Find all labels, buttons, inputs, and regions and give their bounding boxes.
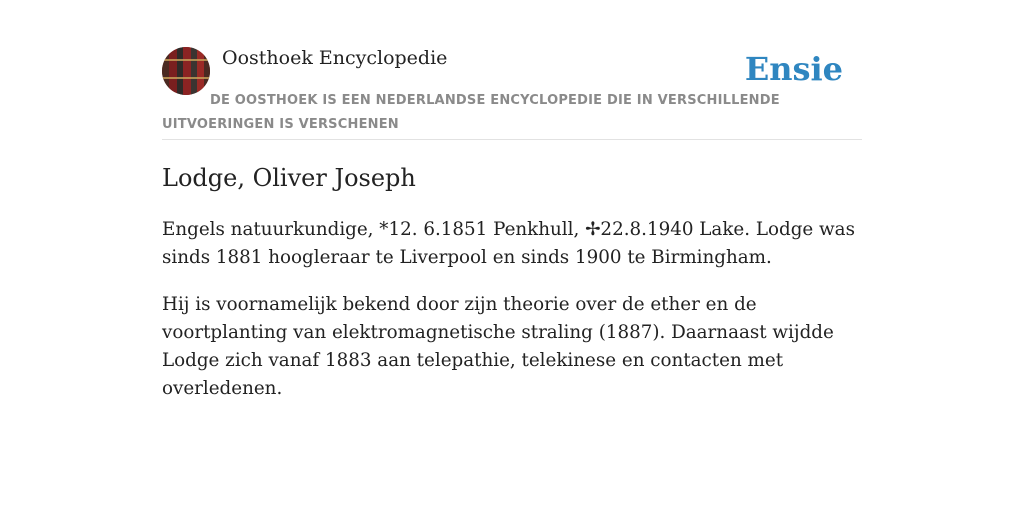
source-tagline: DE OOSTHOEK IS EEN NEDERLANDSE ENCYCLOPEDIE DIE IN VERSCHILLENDE UITVOERINGEN IS VERSCHENEN [162,93,780,132]
page-header [162,46,862,140]
article-paragraph-2: Hij is voornamelijk bekend door zijn theorie over de ether en de voortplanting van elektromagnetische straling (1887). Daarnaast wijdde Lodge zich vanaf 1883 aan telepathie, telekinese en contacten met overledenen. [162,294,834,399]
source-title[interactable]: Oosthoek Encyclopedie [222,47,448,69]
encyclopedia-books-icon[interactable] [162,47,210,95]
article [162,160,862,403]
article-title: Lodge, Oliver Joseph [162,164,416,192]
article-paragraph-1: Engels natuurkundige, *12. 6.1851 Penkhull, ✢22.8.1940 Lake. Lodge was sinds 1881 hoogleraar te Liverpool en sinds 1900 te Birmingham. [162,219,855,268]
brand-logo[interactable]: Ensie [744,50,843,88]
